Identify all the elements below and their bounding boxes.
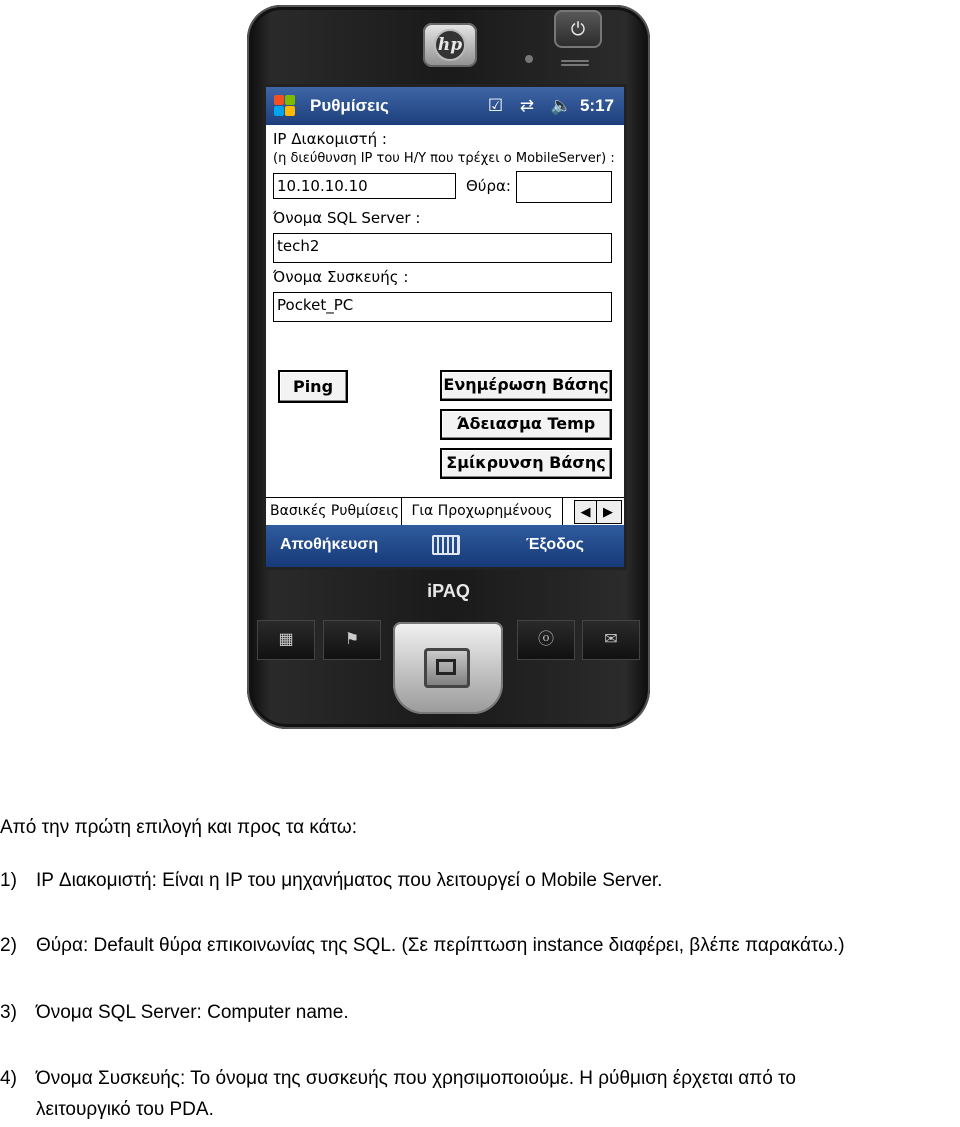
calendar-icon[interactable]: ▦ (257, 620, 315, 660)
device-name-field[interactable]: Pocket_PC (273, 292, 612, 322)
list-number: 3) (0, 1002, 17, 1023)
port-field[interactable] (516, 171, 612, 203)
tab-scroll (574, 500, 622, 524)
screen-title: Ρυθμίσεις (310, 96, 389, 115)
ip-field[interactable]: 10.10.10.10 (273, 173, 456, 199)
navigation-pad[interactable] (393, 622, 503, 714)
ip-label: IP Διακομιστή : (273, 130, 387, 148)
tab-next-icon[interactable]: ▶ (603, 504, 613, 519)
tab-advanced[interactable]: Για Προχωρημένους (401, 498, 563, 526)
ok-icon[interactable]: ⓞ (517, 620, 575, 660)
list-item (0, 1068, 960, 1090)
list-item (0, 1002, 960, 1024)
title-bar (266, 87, 624, 125)
pda-device (247, 5, 650, 729)
ping-button[interactable]: Ping (278, 370, 348, 403)
windows-start-icon[interactable] (274, 95, 296, 117)
clock[interactable]: 5:17 (579, 96, 614, 115)
list-text: Θύρα: Default θύρα επικοινωνίας της SQL. (Σε περίπτωση instance διαφέρει, βλέπε παρακάτω.) (36, 935, 845, 956)
model-label: iPAQ (427, 581, 470, 601)
hp-logo-text: hp (434, 29, 466, 61)
list-item (0, 935, 960, 957)
exit-softkey[interactable]: Έξοδος (525, 536, 584, 553)
keyboard-icon[interactable] (432, 535, 460, 555)
tab-basic-settings[interactable]: Βασικές Ρυθμίσεις (270, 503, 400, 519)
ip-hint: (η διεύθυνση IP του Η/Υ που τρέχει ο MobileServer) : (273, 151, 615, 166)
list-text: Όνομα Συσκευής: Το όνομα της συσκευής που χρησιμοποιούμε. Η ρύθμιση έρχεται από το (36, 1068, 796, 1089)
list-number: 4) (0, 1068, 17, 1089)
update-db-button[interactable]: Ενημέρωση Βάσης (440, 370, 612, 401)
list-item-continuation: λειτουργικό του PDA. (36, 1099, 214, 1120)
list-number: 1) (0, 870, 17, 891)
list-text: IP Διακομιστή: Είναι η IP του μηχανήματος που λειτουργεί ο Mobile Server. (36, 870, 663, 891)
soft-key-bar (266, 525, 624, 567)
status-led (525, 55, 533, 63)
empty-temp-button[interactable]: Άδειασμα Temp (440, 409, 612, 440)
mail-icon[interactable]: ✉ (582, 620, 640, 660)
speaker-grille (561, 60, 589, 68)
list-number: 2) (0, 935, 17, 956)
sql-server-field[interactable]: tech2 (273, 233, 612, 263)
power-button[interactable]: ⏻ (554, 10, 602, 48)
device-name-label: Όνομα Συσκευής : (273, 268, 409, 286)
list-item (0, 870, 960, 892)
port-label: Θύρα: (466, 177, 511, 195)
intro-text: Από την πρώτη επιλογή και προς τα κάτω: (0, 817, 358, 838)
list-text: Όνομα SQL Server: Computer name. (36, 1002, 349, 1023)
tab-prev-icon[interactable]: ◀ (575, 501, 597, 523)
windows-icon[interactable]: ⚑ (323, 620, 381, 660)
settings-form (266, 125, 624, 497)
sql-server-label: Όνομα SQL Server : (273, 209, 421, 227)
hp-logo (423, 23, 477, 67)
shrink-db-button[interactable]: Σμίκρυνση Βάσης (440, 448, 612, 479)
status-icons[interactable]: ☑ ⇄ 🔈 (487, 96, 578, 115)
device-screen (266, 87, 624, 567)
fingerprint-select-button[interactable] (424, 648, 470, 688)
save-softkey[interactable]: Αποθήκευση (280, 536, 379, 553)
tab-strip (266, 497, 624, 526)
